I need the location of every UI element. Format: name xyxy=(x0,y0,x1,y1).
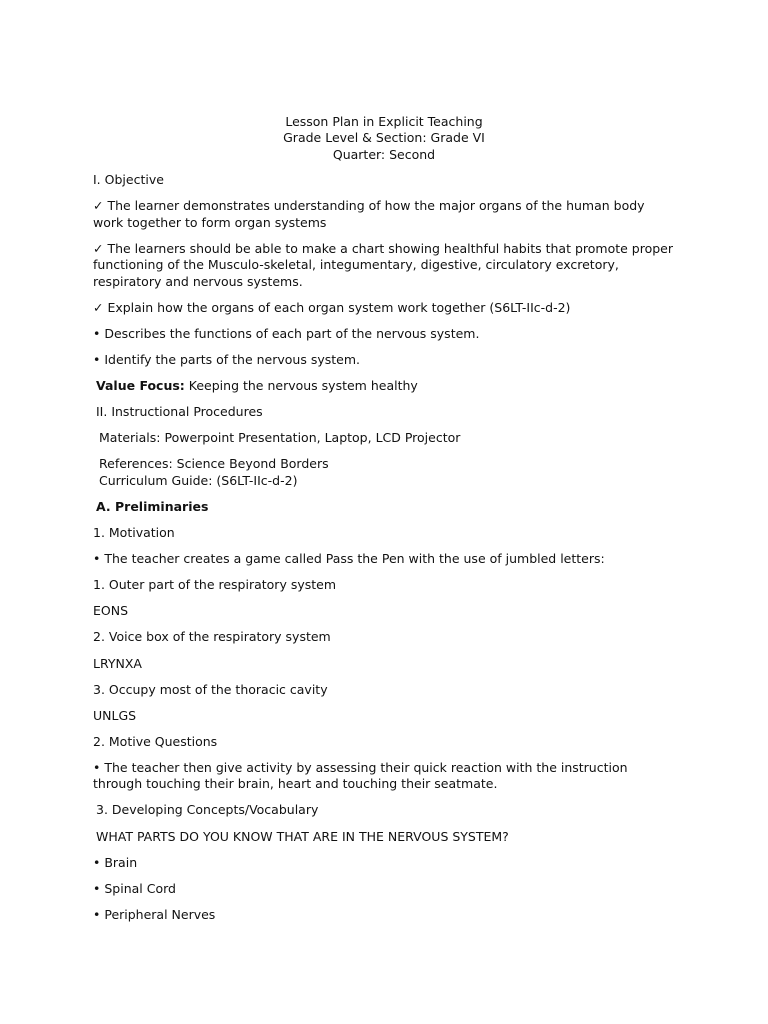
objective-item: ✓ Explain how the organs of each organ system work together (S6LT-IIc-d-2) xyxy=(93,299,571,315)
objective-item: ✓ The learners should be able to make a chart showing healthful habits that promote proper functioning of the Musculo-skeletal, integumentary, digestive, circulatory excretory, respiratory and nervous systems. xyxy=(93,240,674,289)
document-title: Lesson Plan in Explicit Teaching xyxy=(285,114,483,129)
motive-questions-heading: 2. Motive Questions xyxy=(93,733,218,749)
references: References: Science Beyond Borders xyxy=(99,456,329,472)
objective-bullet: • Describes the functions of each part of the nervous system. xyxy=(93,325,480,341)
lesson-body xyxy=(93,172,673,933)
procedures-heading: II. Instructional Procedures xyxy=(96,404,263,420)
materials: Materials: Powerpoint Presentation, Laptop, LCD Projector xyxy=(99,430,461,446)
motivation-bullet: • The teacher creates a game called Pass the Pen with the use of jumbled letters: xyxy=(93,551,605,567)
objective-bullet: • Identify the parts of the nervous system. xyxy=(93,351,360,367)
objective-heading: I. Objective xyxy=(93,172,164,187)
value-focus-label: Value Focus: xyxy=(96,378,185,394)
grade-level: Grade Level & Section: Grade VI xyxy=(283,130,485,146)
value-focus-text: Keeping the nervous system healthy xyxy=(184,378,418,394)
question-1: 1. Outer part of the respiratory system xyxy=(93,577,337,593)
lesson-header xyxy=(0,114,768,163)
list-item: • Brain xyxy=(93,854,138,870)
nervous-system-question: WHAT PARTS DO YOU KNOW THAT ARE IN THE NERVOUS SYSTEM? xyxy=(96,828,509,844)
quarter: Quarter: Second xyxy=(332,146,436,162)
objective-item: ✓ The learner demonstrates understanding of how the major organs of the human body work together to form organ systems xyxy=(93,198,645,230)
developing-concepts-heading: 3. Developing Concepts/Vocabulary xyxy=(96,802,319,818)
preliminaries-heading: A. Preliminaries xyxy=(96,498,209,514)
motivation-heading: 1. Motivation xyxy=(93,525,175,541)
list-item: • Peripheral Nerves xyxy=(93,906,216,922)
question-3: 3. Occupy most of the thoracic cavity xyxy=(93,681,328,697)
answer-3: UNLGS xyxy=(93,707,137,723)
answer-1: EONS xyxy=(93,603,129,619)
curriculum-guide: Curriculum Guide: (S6LT-IIc-d-2) xyxy=(99,472,298,488)
question-2: 2. Voice box of the respiratory system xyxy=(93,629,331,645)
list-item: • Spinal Cord xyxy=(93,880,176,896)
motive-bullet: • The teacher then give activity by assessing their quick reaction with the instruction through touching their brain, heart and touching their seatmate. xyxy=(93,759,628,792)
answer-2: LRYNXA xyxy=(93,655,142,671)
value-focus xyxy=(93,378,673,395)
